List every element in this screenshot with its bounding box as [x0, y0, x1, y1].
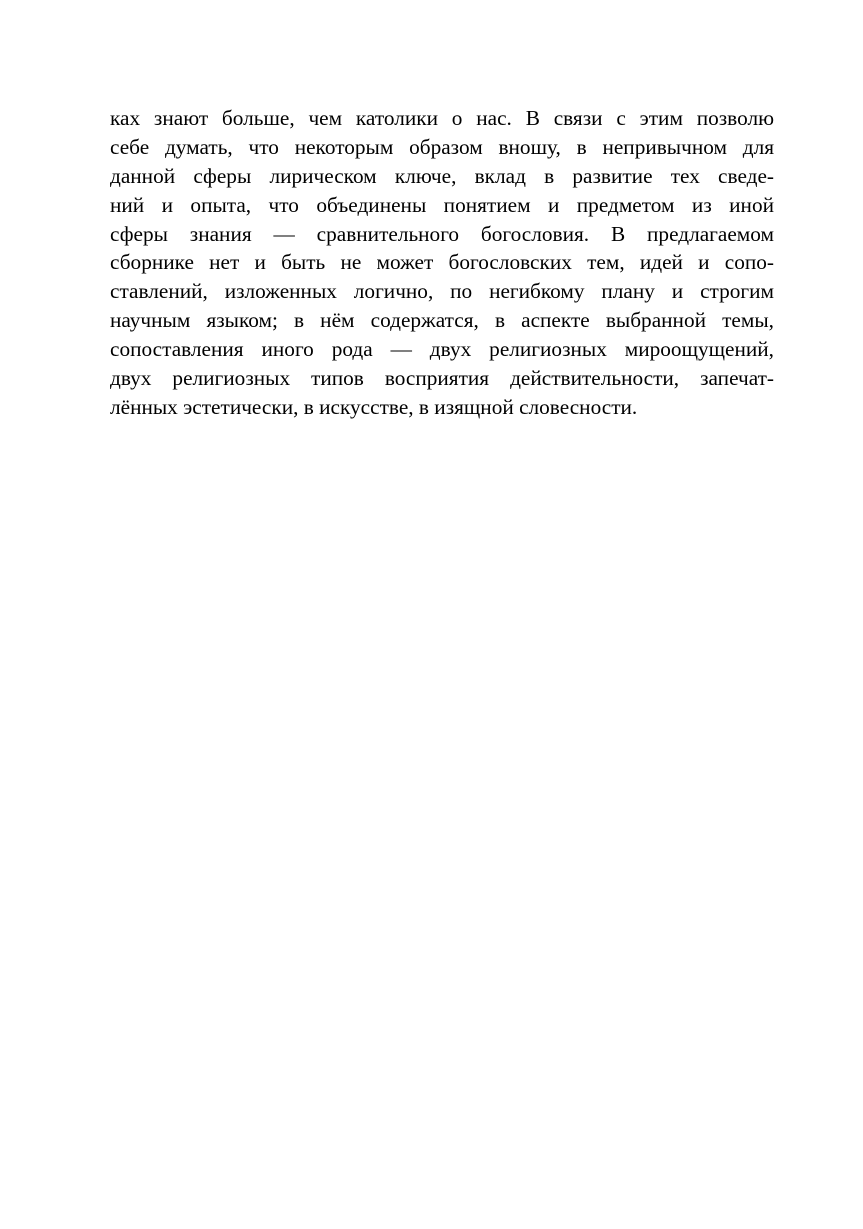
text-line: сопоставления иного рода — двух религиозных мироощущений, [110, 337, 774, 362]
text-line: ках знают больше, чем католики о нас. В связи с этим позволю [110, 106, 774, 130]
text-line: ний и опыта, что объединены понятием и предметом из иной [110, 192, 774, 217]
text-line: лённых эстетически, в искусстве, в изящной словесности. [110, 394, 638, 419]
body-paragraph [110, 104, 774, 422]
text-line: ставлений, изложенных логично, по негибкому плану и строгим [110, 279, 774, 304]
text-line: научным языком; в нём содержатся, в аспекте выбранной темы, [110, 308, 774, 333]
text-line: сферы знания — сравнительного богословия. В предлагаемом [110, 221, 774, 246]
text-line: данной сферы лирическом ключе, вклад в развитие тех сведе- [110, 163, 774, 188]
text-line: двух религиозных типов восприятия действительности, запечат- [110, 366, 774, 391]
text-line: сборнике нет и быть не может богословских тем, идей и сопо- [110, 250, 774, 275]
text-line: себе думать, что некоторым образом вношу, в непривычном для [110, 134, 774, 159]
